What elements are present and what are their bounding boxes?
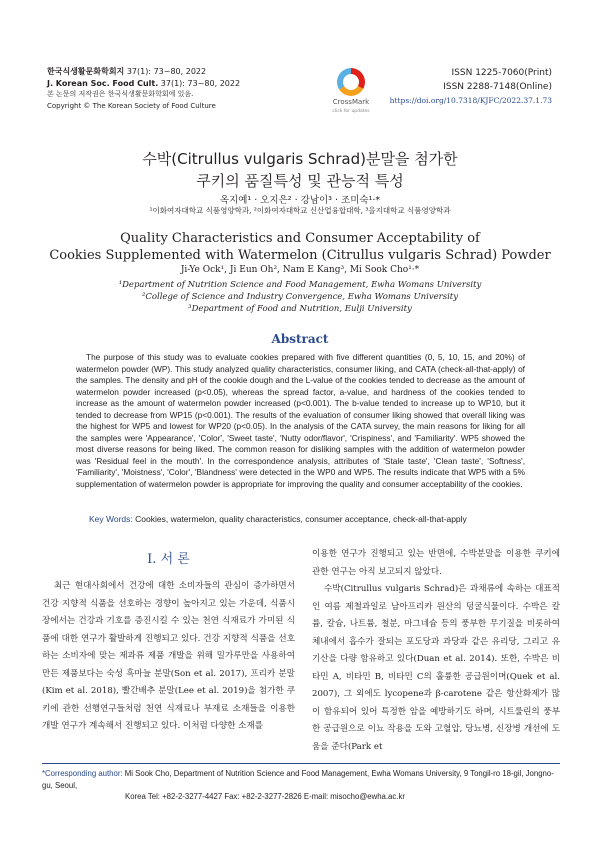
- issn-online: ISSN 2288-7148(Online): [443, 82, 552, 92]
- copyright-notice: 본 논문의 저작권은 한국식생활문화학회에 있음.: [47, 90, 194, 98]
- abstract-body: The purpose of this study was to evaluate cookies prepared with five different quantities (0, 5, 10, 15, and 20%) of watermelon powder (WP). This study analyzed quality characteristics, consumer liking, and CATA (check-all-that-apply) of the samples. The density and pH of the cookie dough and the L-value of the cookies tended to decrease as the amount of watermelon powder increased (p<0.05), whereas the spread factor, a-value, and hardness of the cookies tended to increase as the amount of watermelon powder increased (p<0.001). The b-value tended to increase up to WP10, but it tended to decrease from WP15 (p<0.001). The results of the evaluation of consumer liking showed that overall liking was the highest for WP5 and lowest for WP20 (p<0.05). In the analysis of the CATA survey, the main reasons for liking for all the samples were 'Appearance', 'Color', 'Sweet taste', 'Nutty odor/flavor', 'Crispiness', and 'Familiarity'. WP5 showed the most diverse reasons for being liked. The common reason for disliking samples with the addition of watermelon powder was 'Residual feel in the mouth'. In the correspondence analysis, attributes of 'Stale taste', 'Clean taste', 'Softness', 'Familiarity', 'Moistness', 'Color', 'Blandness' were detected in the WP0 and WP5. The results indicate that WP5 with a 5% supplementation of watermelon powder is appropriate for improving the quality and consumer acceptability of the cookies.: [76, 352, 525, 489]
- authors-english: Ji-Ye Ock¹, Ji Eun Oh², Nam E Kang³, Mi Sook Cho¹·*: [180, 265, 420, 275]
- footnote-label: *Corresponding author:: [42, 769, 123, 778]
- crossmark-label: CrossMark: [332, 98, 370, 106]
- section-heading: I. 서 론: [147, 552, 190, 567]
- keywords: [89, 514, 467, 524]
- title-english-line2: Cookies Supplemented with Watermelon (Citrullus vulgaris Schrad) Powder: [49, 248, 551, 263]
- journal-kr-name: 한국식생활문화학회지: [47, 67, 125, 76]
- affiliation-3: ³Department of Food and Nutrition, Eulji University: [188, 304, 412, 314]
- affiliation-2: ²College of Science and Industry Convergence, Ewha Womans University: [141, 292, 459, 302]
- journal-info: [47, 66, 240, 112]
- body-paragraph-continued: 이용한 연구가 진행되고 있는 반면에, 수박분말을 이용한 쿠키에 관한 연구는 아직 보고되지 않았다.: [312, 549, 560, 577]
- title-english-line1: Quality Characteristics and Consumer Acceptability of: [120, 231, 480, 246]
- footnote-line1: Mi Sook Cho, Department of Nutrition Science and Food Management, Ewha Womans University, 9 Tongil-ro 18-gil, Jongno-gu, Seoul,: [42, 769, 554, 790]
- body-paragraph: 수박(Citrullus vulgaris Schrad)은 과채류에 속하는 대표적인 여름 제철과일로 남아프리카 원산의 덩굴식물이다. 수박은 칼륨, 칼슘, 나트륨, 철분, 마그네슘 등의 풍부한 무기질을 비롯하여 체내에서 흡수가 잘되는 포도당과 과당과 같은 유리당, 그리고 유기산을 다량 함유하고 있다(Duan et al. 2014). 또한, 수박은 비타민 A, 비타민 B, 비타민 C의 훌륭한 공급원이며(Quek et al. 2007), 그 외에도 lycopene과 β-carotene 같은 항산화제가 많이 함유되어 있어 특정한 암을 예방하기도 하며, 시트룰린의 풍부한 공급원으로 이뇨 작용을 도와 고혈압, 당뇨병, 신장병 개선에 도움을 준다(Park et: [312, 584, 560, 752]
- abstract-heading: Abstract: [271, 332, 329, 346]
- footnote: [42, 768, 560, 803]
- journal-en-name: J. Korean Soc. Food Cult.: [47, 78, 159, 88]
- authors-korean: 옥지예¹ · 오지은² · 강남이³ · 조미숙¹·*: [219, 195, 381, 206]
- affiliation-1: ¹Department of Nutrition Science and Food Management, Ewha Womans University: [118, 280, 482, 290]
- issn-print: ISSN 1225-7060(Print): [451, 68, 552, 78]
- affiliations-english: [0, 279, 600, 315]
- body-column-left: 최근 현대사회에서 건강에 대한 소비자들의 관심이 증가하면서 건강 지향적 식품을 선호하는 경향이 높아지고 있는 가운데, 식품시장에서는 건강과 기호를 증진시킬 수 있는 천연 식재료가 가미된 식품에 대한 연구가 활발하게 진행되고 있다. 건강 지향적 식품을 선호하는 소비자에 맞는 제과류 제품 개발을 위해 밀가루만을 사용하여 만든 제품보다는 숙성 흑마늘 분말(Son et al. 2017), 프리카 분말(Kim et al. 2018), 빨간배추 분말(Lee et al. 2019)을 첨가한 쿠키에 관한 선행연구들처럼 천연 식재료나 부재료 소재들을 이용한 개발 연구가 계속해서 진행되고 있다. 이처럼 다양한 소재를: [42, 581, 295, 731]
- crossmark-sub: click for updates: [332, 109, 370, 114]
- footnote-line2: Korea Tel: +82-2-3277-4427 Fax: +82-2-3277-2826 E-mail: misocho@ewha.ac.kr: [125, 792, 405, 801]
- journal-kr-cite: 37(1): 73~80, 2022: [124, 67, 207, 76]
- affiliations-korean: ¹이화여자대학교 식품영양학과, ²이화여자대학교 신산업융합대학, ³을지대학교 식품영양학과: [149, 206, 451, 215]
- crossmark-icon: [337, 68, 365, 96]
- title-korean-line1: 수박(Citrullus vulgaris Schrad)분말을 첨가한: [142, 150, 458, 168]
- copyright-line: Copyright © The Korean Society of Food Culture: [47, 101, 216, 110]
- keywords-label: Key Words:: [89, 514, 133, 524]
- doi-link[interactable]: https://doi.org/10.7318/KJFC/2022.37.1.73: [389, 96, 552, 105]
- crossmark-badge[interactable]: [326, 68, 376, 116]
- issn-block: [390, 66, 552, 108]
- title-english: [0, 230, 600, 264]
- title-korean-line2: 쿠키의 품질특성 및 관능적 특성: [196, 172, 404, 190]
- footnote-divider: [42, 763, 560, 764]
- body-column-right: [312, 546, 560, 756]
- journal-en-cite: 37(1): 73~80, 2022: [158, 78, 241, 88]
- title-korean: [0, 148, 600, 192]
- keywords-text: Cookies, watermelon, quality characteristics, consumer acceptance, check-all-that-apply: [132, 514, 467, 524]
